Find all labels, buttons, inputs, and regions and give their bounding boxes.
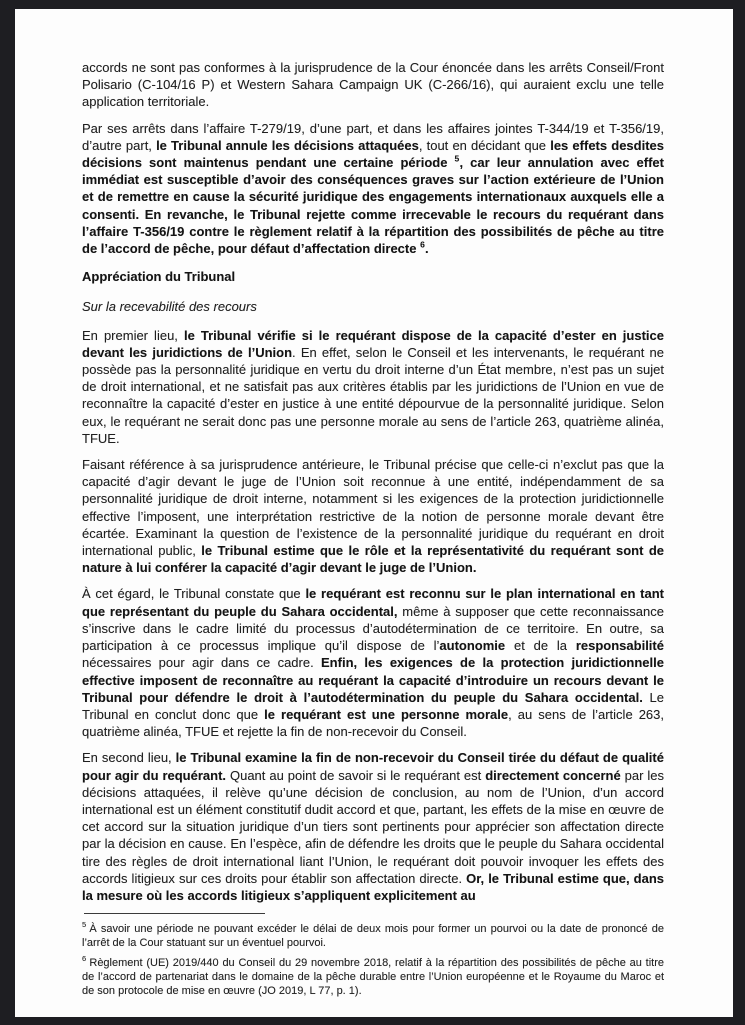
footnote-5 [82,922,664,951]
subsection-heading-recevabilite: Sur la recevabilité des recours [82,299,257,315]
paragraph-cet-egard: À cet égard, le Tribunal constate que le requérant est reconnu sur le plan international en tant que représentant du peuple du Sahara occidental, même à supposer que cette reconnaissance s’inscrive dans le cadre limité du processus d’autodétermination de ce territoire. En outre, sa participation à ce processus implique qu’il dispose de l’autonomie et de la responsabilité nécessaires pour agir dans ce cadre. Enfin, les exigences de la protection juridictionnelle effective imposent de reconnaître au requérant la capacité d’introduire un recours devant le Tribunal pour défendre le droit à l’autodétermination du peuple du Sahara occidental. Le Tribunal en conclut donc que le requérant est une personne morale, au sens de l’article 263, quatrième alinéa, TFUE et rejette la fin de non-recevoir du Conseil. [82,586,664,740]
paragraph-premier-lieu: En premier lieu, le Tribunal vérifie si le requérant dispose de la capacité d’ester en justice devant les juridictions de l’Union. En effet, selon le Conseil et les intervenants, le requérant ne possède pas la personnalité juridique en vertu du droit interne d’un État membre, n’est pas un sujet de droit international, et ne satisfait pas aux critères établis par les juridictions de l’Union en vue de reconnaître la capacité d’ester en justice à une entité dépourvue de la personnalité juridique. Selon eux, le requérant ne serait donc pas une personne morale au sens de l’article 263, quatrième alinéa, TFUE. [82,327,664,446]
footnote-number: 6 [82,954,87,964]
paragraph-accords-jurisprudence: accords ne sont pas conformes à la jurisprudence de la Cour énoncée dans les arrêts Conseil/Front Polisario (C-104/16 P) et Western Sahara Campaign UK (C-266/16), qui auraient exclu une telle application territoriale. [82,60,664,110]
footnote-number: 5 [82,920,87,930]
footnote-6 [82,956,664,999]
footnote-text: Règlement (UE) 2019/440 du Conseil du 29 novembre 2018, relatif à la répartition des possibilités de pêche au titre de l’accord de partenariat dans le domaine de la pêche durable entre l’Union européenne et le Royaume du Maroc et de son protocole de mise en œuvre (JO 2019, L 77, p. 1). [82,956,664,998]
footnote-separator [84,913,265,914]
document-page [15,9,733,1017]
page-content [15,9,733,1017]
footnotes-block [82,913,664,1003]
paragraph-jurisprudence-anterieure: Faisant référence à sa jurisprudence antérieure, le Tribunal précise que celle-ci n’exclut pas que la capacité d’agir devant le juge de l’Union soit reconnue à une entité, indépendamment de sa personnalité juridique de droit interne, notamment si les exigences de la protection juridictionnelle effective l’imposent, une interprétation restrictive de la notion de personne morale devant être écartée. Examinant la question de l’existence de la personnalité juridique du requérant en droit international public, le Tribunal estime que le rôle et la représentativité du requérant sont de nature à lui conférer la capacité d’agir devant le juge de l’Union. [82,457,664,576]
paragraph-arrets-annulation: Par ses arrêts dans l’affaire T-279/19, d’une part, et dans les affaires jointes T-344/19 et T-356/19, d’autre part, le Tribunal annule les décisions attaquées, tout en décidant que les effets desdites décisions sont maintenus pendant une certaine période $^5$, car leur annulation avec effet immédiat est susceptible d’avoir des conséquences graves sur l’action extérieure de l’Union et de remettre en cause la sécurité juridique des engagements internationaux auxquels elle a consenti. En revanche, le Tribunal rejette comme irrecevable le recours du requérant dans l’affaire T-356/19 contre le règlement relatif à la répartition des possibilités de pêche au titre de l’accord de pêche, pour défaut d’affectation directe $^6$. [82,120,664,257]
paragraph-second-lieu: En second lieu, le Tribunal examine la fin de non-recevoir du Conseil tirée du défaut de qualité pour agir du requérant. Quant au point de savoir si le requérant est directement concerné par les décisions attaquées, il relève qu’une décision de conclusion, au nom de l’Union, d’un accord international est un élément constitutif dudit accord et que, partant, les effets de la mise en œuvre de cet accord sur la situation juridique d’un tiers sont pertinents pour apprécier son affectation directe par la décision en cause. En l’espèce, afin de défendre les droits que le peuple du Sahara occidental tire des règles de droit international liant l’Union, le requérant doit pouvoir invoquer les effets des accords litigieux sur ces droits pour établir son affectation directe. Or, le Tribunal estime que, dans la mesure où les accords litigieux s’appliquent explicitement au [82,750,664,903]
section-heading-appreciation: Appréciation du Tribunal [82,269,236,285]
footnote-text: À savoir une période ne pouvant excéder le délai de deux mois pour former un pourvoi ou la date de prononcé de l’arrêt de la Cour statuant sur un éventuel pourvoi. [82,923,664,950]
